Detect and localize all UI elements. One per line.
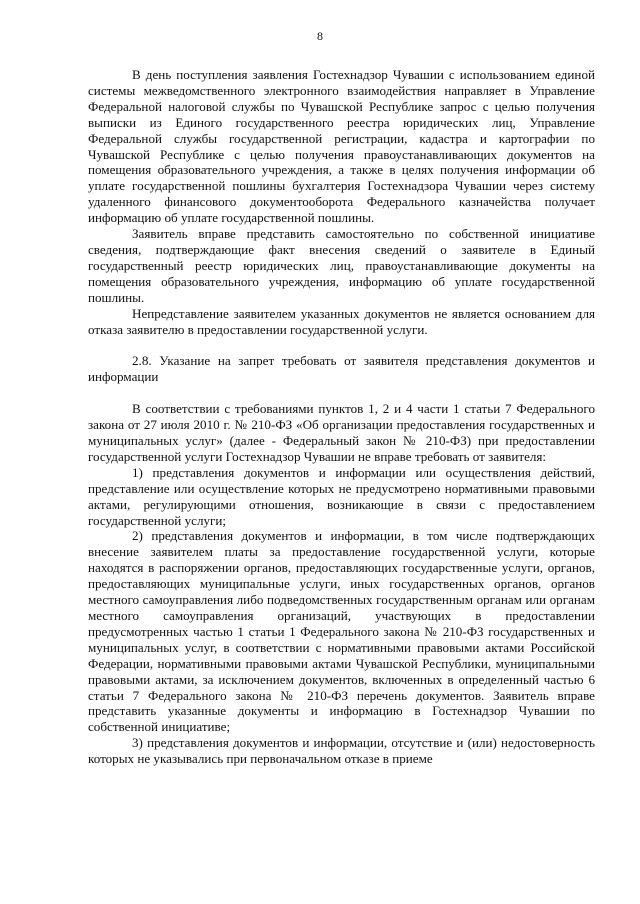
paragraph-non-submission: Непредставление заявителем указанных документов не является основанием для отказа заявителю в предоставлении государственной услуги. <box>88 305 595 337</box>
list-item-1: 1) представления документов и информации или осуществления действий, представление или осуществление которых не предусмотрено нормативными правовыми актами, регулирующими отношения, возникающие в связи с предоставлением государственной услуги; <box>88 464 595 528</box>
paragraph-request-procedure: В день поступления заявления Гостехнадзор Чувашии с использованием единой системы межведомственного электронного взаимодействия направляет в Управление Федеральной налоговой службы по Чувашской Республике запрос с целью получения выписки из Единого государственного реестра юридических лиц, Управление Федеральной службы государственной регистрации, кадастра и картографии по Чувашской Республике с целью получения правоустанавливающих документов на помещения образовательного учреждения, а также в целях получения информации об уплате государственной пошлины бухгалтерия Гостехнадзора Чувашии через систему удаленного финансового документооборота Федерального казначейства получает информацию об уплате государственной пошлины. <box>88 67 595 226</box>
paragraph-applicant-right: Заявитель вправе представить самостоятельно по собственной инициативе сведения, подтверждающие факт внесения сведений о заявителе в Единый государственный реестр юридических лиц, правоустанавливающие документы на помещения образовательного учреждения, информацию об уплате государственной пошлины. <box>88 226 595 305</box>
section-heading-2-8: 2.8. Указание на запрет требовать от заявителя представления документов и информации <box>88 353 595 385</box>
spacer <box>88 337 595 353</box>
page-number: 8 <box>317 29 323 43</box>
document-body <box>88 67 595 767</box>
list-item-3: 3) представления документов и информации, отсутствие и (или) недостоверность которых не указывались при первоначальном отказе в приеме <box>88 735 595 767</box>
list-item-2: 2) представления документов и информации, в том числе подтверждающих внесение заявителем платы за предоставление государственной услуги, которые находятся в распоряжении органов, предоставляющих государственные услуги, органов, предоставляющих муниципальные услуги, иных государственных органов, органов местного самоуправления либо подведомственных государственным органам или органам местного самоуправления организаций, участвующих в предоставлении предусмотренных частью 1 статьи 1 Федерального закона № 210-ФЗ государственных и муниципальных услуг, в соответствии с нормативными правовыми актами Российской Федерации, нормативными правовыми актами Чувашской Республики, муниципальными правовыми актами, за исключением документов, включенных в определенный частью 6 статьи 7 Федерального закона № 210-ФЗ перечень документов. Заявитель вправе представить указанные документы и информацию в Гостехнадзор Чувашии по собственной инициативе; <box>88 528 595 735</box>
paragraph-law-requirements: В соответствии с требованиями пунктов 1, 2 и 4 части 1 статьи 7 Федерального закона от 27 июля 2010 г. № 210-ФЗ «Об организации предоставления государственных и муниципальных услуг» (далее - Федеральный закон № 210-ФЗ) при предоставлении государственной услуги Гостехнадзор Чувашии не вправе требовать от заявителя: <box>88 401 595 464</box>
spacer <box>88 385 595 401</box>
